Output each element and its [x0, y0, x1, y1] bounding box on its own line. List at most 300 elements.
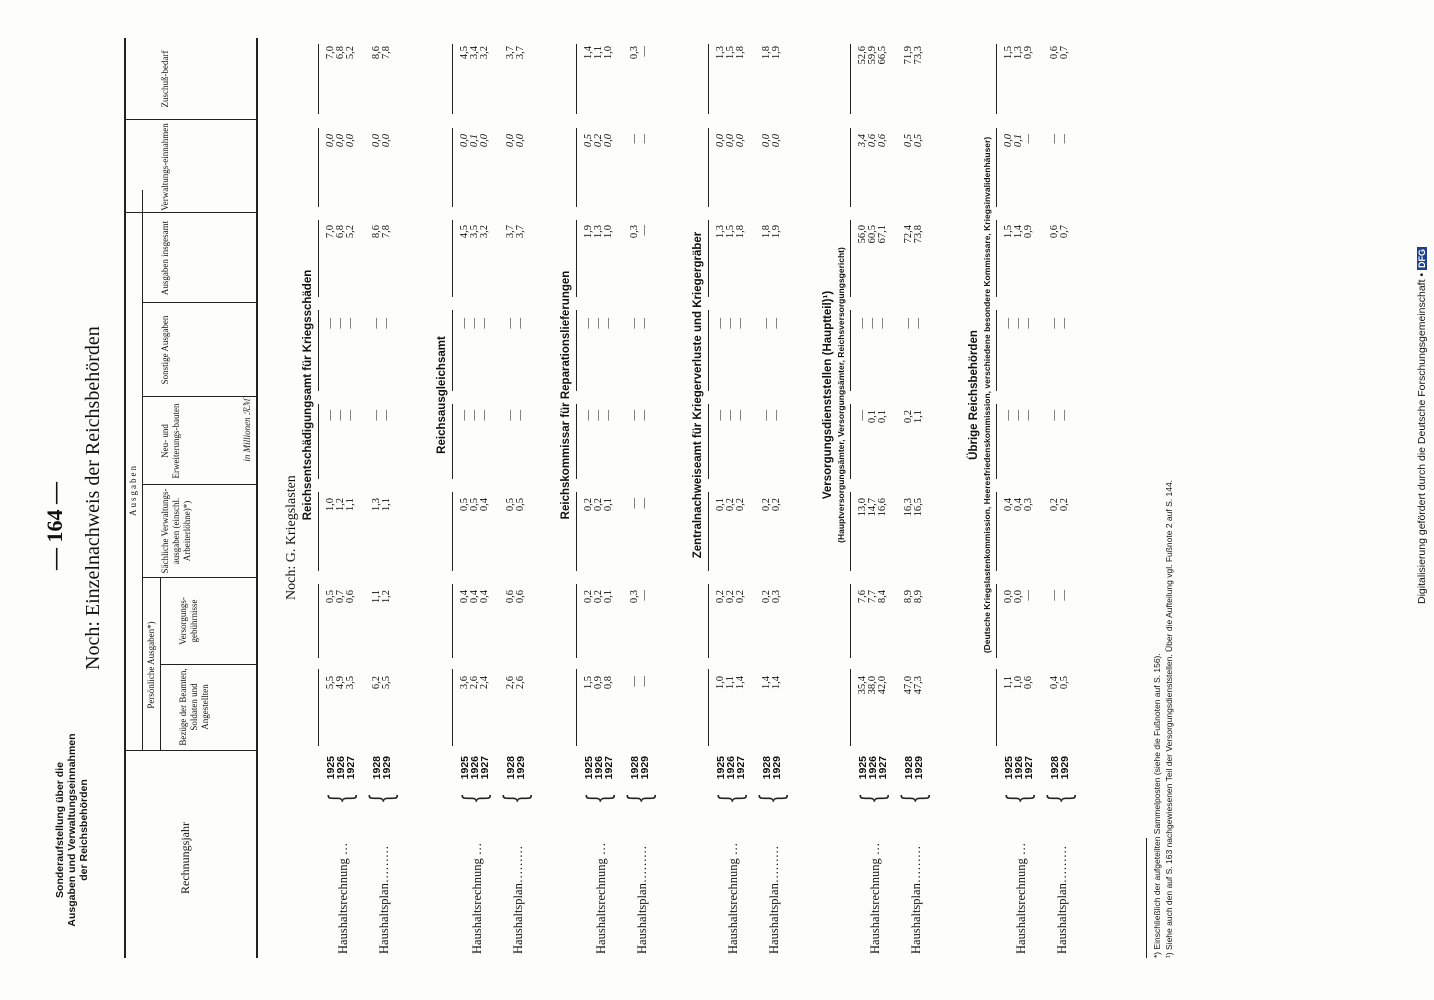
row-label-rechnung: Haushaltsrechnung …	[1014, 842, 1028, 954]
row-label-rechnung: Haushaltsrechnung …	[336, 842, 350, 954]
table-cell: —	[629, 134, 640, 144]
year-label: 1926	[593, 756, 605, 780]
year-label: 1925	[857, 756, 869, 780]
section-rule	[850, 220, 851, 297]
year-label: 1927	[479, 756, 491, 780]
section-rule	[708, 584, 709, 658]
table-cell: 0,5	[1059, 676, 1070, 690]
row-label-plan: Haushaltsplan………	[635, 845, 649, 954]
section-rule	[850, 492, 851, 571]
table-cell: 0,0	[515, 134, 526, 148]
year-label: 1926	[469, 756, 481, 780]
table-cell: 1,5	[583, 676, 594, 690]
section-title: Reichsentschädigungsamt für Kriegsschäden	[302, 269, 314, 521]
table-cell: 0,5	[913, 134, 924, 148]
table-cell: 7,0	[325, 225, 336, 239]
table-cell: 1,1	[381, 498, 392, 512]
table-cell: —	[593, 410, 604, 421]
table-cell: 1,9	[583, 225, 594, 239]
table-cell: 2,6	[515, 676, 526, 690]
section-rule	[996, 44, 997, 114]
section-rule	[850, 404, 851, 479]
section-rule	[318, 220, 319, 297]
table-cell: —	[603, 318, 614, 329]
section-rule	[850, 44, 851, 114]
table-cell: 0,3	[1023, 498, 1034, 512]
side-title-line: Ausgaben und Verwaltungseinnahmen	[66, 733, 78, 927]
table-cell: 0,3	[771, 590, 782, 604]
table-cell: —	[1003, 318, 1014, 329]
table-cell: 5,5	[381, 676, 392, 690]
table-cell: —	[371, 318, 382, 329]
year-label: 1926	[335, 756, 347, 780]
table-cell: 1,0	[325, 498, 336, 512]
header-ausgaben-rule	[142, 190, 143, 750]
table-cell: 0,6	[505, 590, 516, 604]
table-cell: —	[335, 318, 346, 329]
table-cell: 1,1	[593, 46, 604, 60]
table-cell: 0,9	[1023, 46, 1034, 60]
table-cell: 0,7	[335, 590, 346, 604]
section-rule	[708, 492, 709, 571]
table-cell: 0,0	[761, 134, 772, 148]
section-rule	[318, 404, 319, 479]
table-cell: 14,7	[867, 498, 878, 517]
section-rule	[452, 44, 453, 114]
table-cell: —	[515, 410, 526, 421]
year-label: 1927	[877, 756, 889, 780]
table-cell: 0,0	[771, 134, 782, 148]
section-rule	[996, 584, 997, 658]
table-cell: 7,8	[381, 46, 392, 60]
section-rule	[318, 492, 319, 571]
table-cell: —	[1013, 410, 1024, 421]
table-cell: 1,8	[761, 46, 772, 60]
table-cell: 1,1	[371, 590, 382, 604]
section-title: Versorgungsdienststellen (Hauptteil)¹)	[822, 290, 834, 500]
table-cell: 0,5	[903, 134, 914, 148]
table-cell: 73,3	[913, 46, 924, 65]
section-rule	[708, 128, 709, 207]
table-cell: 1,5	[725, 225, 736, 239]
table-cell: 0,2	[761, 498, 772, 512]
table-cell: —	[345, 410, 356, 421]
row-label-plan: Haushaltsplan………	[377, 845, 391, 954]
table-cell: 0,2	[593, 590, 604, 604]
table-cell: 13,0	[857, 498, 868, 517]
table-cell: 0,7	[1059, 225, 1070, 239]
table-cell: 16,3	[903, 498, 914, 517]
row-label-plan: Haushaltsplan………	[511, 845, 525, 954]
table-cell: —	[735, 410, 746, 421]
header-zuschuss: Zuschuß-bedarf	[160, 50, 170, 108]
table-cell: 0,2	[903, 410, 914, 424]
table-cell: —	[459, 318, 470, 329]
section-rule	[850, 669, 851, 746]
table-cell: —	[913, 318, 924, 329]
table-cell: 1,3	[1013, 46, 1024, 60]
table-cell: 1,9	[771, 46, 782, 60]
section-rule	[318, 128, 319, 207]
section-rule	[318, 310, 319, 391]
table-cell: 0,4	[1003, 498, 1014, 512]
footnote: ¹) Siehe auch den auf S. 163 nachgewiesenen Teil der Versorgungsdienststellen. Über die Aufteilung vgl. Fußnote 2 auf S. 144.	[1164, 479, 1174, 958]
col-divider	[126, 212, 256, 213]
table-cell: 3,5	[345, 676, 356, 690]
table-cell: 0,5	[515, 498, 526, 512]
table-cell: 3,7	[505, 225, 516, 239]
section-rule	[576, 669, 577, 746]
table-cell: 71,9	[903, 46, 914, 65]
table-cell: 0,2	[761, 590, 772, 604]
section-rule	[708, 310, 709, 391]
section-rule	[318, 584, 319, 658]
table-cell: 5,5	[325, 676, 336, 690]
table-cell: 16,6	[877, 498, 888, 517]
row-label-plan: Haushaltsplan………	[767, 845, 781, 954]
table-cell: —	[325, 410, 336, 421]
section-rule	[708, 404, 709, 479]
table-cell: —	[761, 410, 772, 421]
table-cell: —	[381, 318, 392, 329]
table-cell: 1,0	[603, 225, 614, 239]
table-cell: —	[639, 676, 650, 687]
table-cell: 56,0	[857, 225, 868, 244]
table-cell: 1,0	[603, 46, 614, 60]
table-cell: 52,6	[857, 46, 868, 65]
dfg-logo: DFG	[1417, 248, 1427, 268]
col-divider	[126, 119, 256, 120]
table-cell: —	[639, 410, 650, 421]
header-divider-rechnungsjahr	[126, 750, 256, 751]
year-label: 1928	[1049, 756, 1061, 780]
header-neubauten: Neu- und Erweiterungs-bauten	[160, 403, 181, 479]
main-title: Noch: Einzelnachweis der Reichsbehörden	[82, 326, 104, 670]
table-cell: 0,8	[603, 676, 614, 690]
table-cell: 67,1	[877, 225, 888, 244]
section-rule	[996, 220, 997, 297]
table-cell: 0,5	[505, 498, 516, 512]
page-number: — 164 —	[42, 482, 67, 570]
section-rule	[996, 669, 997, 746]
section-rule	[452, 492, 453, 571]
year-label: 1929	[771, 756, 783, 780]
year-label: 1927	[345, 756, 357, 780]
table-cell: 1,8	[761, 225, 772, 239]
table-cell: 3,7	[515, 225, 526, 239]
table-cell: 8,6	[371, 46, 382, 60]
table-cell: 0,1	[469, 134, 480, 148]
row-label-plan: Haushaltsplan………	[909, 845, 923, 954]
table-cell: 3,2	[479, 46, 490, 60]
table-cell: 0,4	[1013, 498, 1024, 512]
year-label: 1928	[761, 756, 773, 780]
table-cell: 0,7	[1059, 46, 1070, 60]
row-label-rechnung: Haushaltsrechnung …	[470, 842, 484, 954]
table-cell: —	[903, 318, 914, 329]
section-rule	[996, 492, 997, 571]
table-cell: 72,4	[903, 225, 914, 244]
table-cell: 1,5	[1003, 46, 1014, 60]
year-label: 1925	[459, 756, 471, 780]
table-cell: —	[325, 318, 336, 329]
year-label: 1927	[603, 756, 615, 780]
table-cell: 3,2	[479, 225, 490, 239]
table-cell: —	[1049, 318, 1060, 329]
year-brace: {	[753, 792, 791, 804]
year-label: 1926	[1013, 756, 1025, 780]
footnote-rule	[1146, 838, 1147, 958]
section-rule	[850, 128, 851, 207]
table-cell: 0,0	[479, 134, 490, 148]
table-cell: 0,9	[593, 676, 604, 690]
group-title: Noch: G. Kriegslasten	[284, 475, 299, 600]
table-cell: 7,0	[325, 46, 336, 60]
year-label: 1928	[629, 756, 641, 780]
year-brace: {	[895, 792, 933, 804]
table-cell: 0,6	[1049, 225, 1060, 239]
table-cell: 5,2	[345, 225, 356, 239]
section-rule	[452, 128, 453, 207]
year-brace: {	[1000, 792, 1038, 804]
table-cell: 0,2	[735, 498, 746, 512]
table-cell: 0,0	[335, 134, 346, 148]
side-title-line: der Reichsbehörden	[78, 779, 90, 881]
table-cell: 0,6	[515, 590, 526, 604]
header-sonstige: Sonstige Ausgaben	[160, 315, 170, 385]
table-cell: 0,0	[459, 134, 470, 148]
table-cell: 47,0	[903, 676, 914, 695]
table-cell: 0,1	[715, 498, 726, 512]
year-brace: {	[363, 792, 401, 804]
table-cell: 1,1	[1003, 676, 1014, 690]
year-brace: {	[854, 792, 892, 804]
col-divider	[142, 577, 256, 578]
section-rule	[318, 44, 319, 114]
table-cell: —	[335, 410, 346, 421]
year-brace: {	[497, 792, 535, 804]
table-cell: 3,4	[469, 46, 480, 60]
section-rule	[708, 669, 709, 746]
col-divider	[142, 302, 256, 303]
header-bezuege: Bezüge der Beamten, Soldaten und Angestellten	[178, 668, 210, 746]
section-subtitle: (Deutsche Kriegslastenkommission, Heeresfriedenskommission, verschiedene besondere Kommissare, Kriegsinvalidenhäuser)	[982, 136, 992, 654]
section-rule	[850, 310, 851, 391]
table-cell: —	[381, 410, 392, 421]
table-cell: —	[629, 318, 640, 329]
section-rule	[452, 310, 453, 391]
table-cell: 0,6	[1023, 676, 1034, 690]
table-cell: —	[725, 318, 736, 329]
table-cell: 0,0	[603, 134, 614, 148]
year-label: 1925	[715, 756, 727, 780]
table-cell: 3,7	[505, 46, 516, 60]
table-cell: 8,9	[913, 590, 924, 604]
table-cell: 0,0	[325, 134, 336, 148]
section-rule	[996, 310, 997, 391]
table-cell: —	[1049, 410, 1060, 421]
table-cell: 0,6	[1049, 46, 1060, 60]
year-label: 1925	[583, 756, 595, 780]
year-label: 1925	[325, 756, 337, 780]
table-cell: 1,0	[1013, 676, 1024, 690]
table-cell: 1,2	[335, 498, 346, 512]
dfg-credit-text: Digitalisierung gefördert durch die Deutsche Forschungsgemeinschaft •	[1416, 272, 1428, 604]
table-cell: —	[639, 590, 650, 601]
table-cell: —	[867, 318, 878, 329]
table-cell: —	[1023, 134, 1034, 144]
table-cell: —	[725, 410, 736, 421]
section-rule	[576, 128, 577, 207]
table-cell: 0,5	[459, 498, 470, 512]
section-rule	[452, 220, 453, 297]
table-cell: —	[639, 134, 650, 144]
table-cell: 3,5	[469, 225, 480, 239]
table-cell: —	[761, 318, 772, 329]
table-cell: 0,2	[583, 590, 594, 604]
table-cell: 0,1	[603, 498, 614, 512]
header-unit: in Millionen ℛℳ	[242, 398, 252, 462]
row-label-rechnung: Haushaltsrechnung …	[726, 842, 740, 954]
table-cell: —	[629, 676, 640, 687]
table-cell: —	[639, 225, 650, 236]
table-cell: 1,1	[725, 676, 736, 690]
section-title: Reichsausgleichsamt	[436, 336, 448, 454]
table-cell: —	[583, 318, 594, 329]
table-cell: 0,0	[725, 134, 736, 148]
table-cell: —	[345, 318, 356, 329]
table-cell: 47,3	[913, 676, 924, 695]
section-title: Zentralnachweiseamt für Kriegerverluste und Kriegergräber	[692, 231, 704, 559]
table-cell: —	[1003, 410, 1014, 421]
table-cell: 1,5	[725, 46, 736, 60]
table-cell: 1,0	[715, 676, 726, 690]
table-cell: —	[479, 410, 490, 421]
table-cell: —	[1023, 318, 1034, 329]
table-cell: 0,0	[735, 134, 746, 148]
table-cell: 0,2	[593, 498, 604, 512]
table-top-rule	[124, 38, 126, 958]
section-rule	[452, 584, 453, 658]
table-cell: 8,9	[903, 590, 914, 604]
section-title: Übrige Reichsbehörden	[968, 330, 980, 460]
table-cell: 0,3	[629, 46, 640, 60]
table-cell: 0,4	[479, 590, 490, 604]
table-cell: 0,2	[1059, 498, 1070, 512]
dfg-credit	[1416, 247, 1428, 604]
table-cell: —	[593, 318, 604, 329]
section-rule	[708, 44, 709, 114]
table-cell: 2,6	[469, 676, 480, 690]
table-cell: —	[715, 318, 726, 329]
year-label: 1927	[735, 756, 747, 780]
table-cell: —	[603, 410, 614, 421]
table-cell: 0,0	[371, 134, 382, 148]
year-label: 1928	[371, 756, 383, 780]
table-cell: 1,3	[715, 225, 726, 239]
table-cell: 8,6	[371, 225, 382, 239]
table-cell: 0,1	[877, 410, 888, 424]
table-cell: 2,6	[505, 676, 516, 690]
table-cell: —	[1059, 410, 1070, 421]
table-cell: 0,5	[583, 134, 594, 148]
table-cell: 2,4	[479, 676, 490, 690]
table-cell: 1,4	[735, 676, 746, 690]
table-cell: 7,6	[857, 590, 868, 604]
table-cell: —	[735, 318, 746, 329]
table-cell: 0,5	[469, 498, 480, 512]
table-cell: 0,2	[771, 498, 782, 512]
table-cell: 0,6	[877, 134, 888, 148]
table-cell: 7,7	[867, 590, 878, 604]
table-cell: —	[1059, 590, 1070, 601]
table-cell: 0,2	[725, 498, 736, 512]
header-rechnungsjahr: Rechnungsjahr	[178, 822, 192, 894]
table-cell: 4,9	[335, 676, 346, 690]
table-cell: —	[639, 46, 650, 57]
year-brace: {	[580, 792, 618, 804]
table-cell: 1,5	[1003, 225, 1014, 239]
table-cell: —	[1059, 134, 1070, 144]
table-cell: 0,1	[1013, 134, 1024, 148]
table-cell: —	[505, 410, 516, 421]
table-cell: 3,4	[857, 134, 868, 148]
table-cell: —	[479, 318, 490, 329]
header-versorgung: Versorgungs-gebührnisse	[178, 597, 199, 645]
section-title: Reichskommissar für Reparationslieferungen	[560, 270, 572, 520]
table-cell: —	[505, 318, 516, 329]
table-cell: 6,8	[335, 46, 346, 60]
table-cell: 0,0	[345, 134, 356, 148]
table-cell: 1,3	[593, 225, 604, 239]
table-cell: —	[857, 410, 868, 421]
table-cell: —	[771, 410, 782, 421]
table-cell: 0,6	[867, 134, 878, 148]
table-cell: 3,6	[459, 676, 470, 690]
table-cell: 0,4	[469, 590, 480, 604]
table-cell: 5,2	[345, 46, 356, 60]
header-persoenliche: Persönliche Ausgaben*)	[146, 621, 156, 709]
table-cell: 0,2	[735, 590, 746, 604]
table-cell: 0,2	[593, 134, 604, 148]
table-cell: 0,0	[1013, 590, 1024, 604]
header-saechliche: Sächliche Verwaltungs-ausgaben (einschl. Arbeiterlöhne)*)	[160, 488, 192, 574]
section-rule	[452, 669, 453, 746]
table-cell: 38,0	[867, 676, 878, 695]
table-cell: 4,5	[459, 46, 470, 60]
table-cell: —	[469, 410, 480, 421]
table-cell: 59,9	[867, 46, 878, 65]
side-title-line: Sonderaufstellung über die	[54, 762, 66, 898]
year-label: 1928	[505, 756, 517, 780]
table-cell: 8,4	[877, 590, 888, 604]
year-label: 1928	[903, 756, 915, 780]
year-label: 1926	[725, 756, 737, 780]
table-cell: 0,3	[629, 225, 640, 239]
table-cell: 0,4	[459, 590, 470, 604]
table-cell: 1,3	[715, 46, 726, 60]
year-label: 1929	[639, 756, 651, 780]
table-cell: 42,0	[877, 676, 888, 695]
table-cell: 7,8	[381, 225, 392, 239]
row-label-rechnung: Haushaltsrechnung …	[594, 842, 608, 954]
table-cell: 0,4	[479, 498, 490, 512]
table-cell: 0,2	[1049, 498, 1060, 512]
table-cell: 1,8	[735, 225, 746, 239]
section-rule	[452, 404, 453, 479]
section-rule	[576, 492, 577, 571]
row-label-rechnung: Haushaltsrechnung …	[868, 842, 882, 954]
